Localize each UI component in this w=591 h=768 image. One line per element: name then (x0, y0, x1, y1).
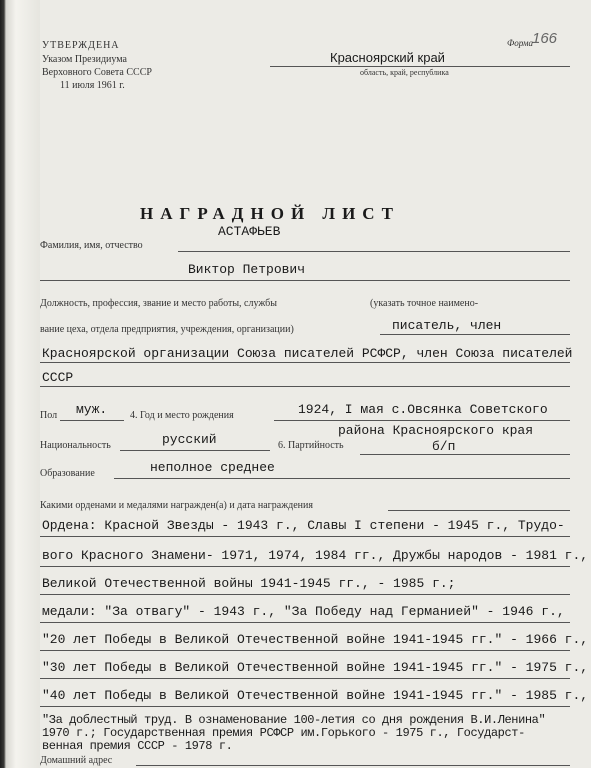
award-line: медали: "За отвагу" - 1943 г., "За Победу над Германией" - 1946 г., (42, 604, 565, 619)
award-rule (40, 622, 570, 623)
award-sheet (40, 0, 591, 768)
award-line: "30 лет Победы в Великой Отечественной войне 1941-1945 гг." - 1975 г., (42, 660, 589, 675)
position-value-3: СССР (42, 370, 74, 385)
award-rule (40, 594, 570, 595)
region-value: Красноярский край (330, 50, 445, 65)
birth-value-1: 1924, I мая с.Овсянка Советского (298, 402, 548, 417)
position-label: Должность, профессия, звание и место работы, службы (40, 298, 277, 309)
approval-line-1: УТВЕРЖДЕНА (42, 40, 120, 51)
award-line: Ордена: Красной Звезды - 1943 г., Славы I степени - 1945 г., Трудо- (42, 518, 565, 533)
award-line: "20 лет Победы в Великой Отечественной войне 1941-1945 гг." - 1966 г., (42, 632, 589, 647)
address-rule (136, 765, 570, 766)
award-rule (40, 706, 570, 707)
nationality-rule (120, 450, 270, 451)
party-label: 6. Партийность (278, 440, 344, 451)
party-rule (360, 454, 570, 455)
name-label: Фамилия, имя, отчество (40, 240, 143, 251)
award-line: "За доблестный труд. В ознаменование 100-летия со дня рождения В.И.Ленина" (42, 713, 546, 727)
sex-rule (60, 420, 124, 421)
education-label: Образование (40, 468, 95, 479)
name-rule (178, 251, 570, 252)
position-rule-1 (380, 334, 570, 335)
award-rule (40, 650, 570, 651)
awards-label-rule (388, 510, 570, 511)
position-value-2: Красноярской организации Союза писателей РСФСР, член Союза писателей (42, 346, 573, 361)
approval-line-4: 11 июля 1961 г. (60, 80, 125, 91)
party-value: б/п (432, 439, 456, 454)
page-number: 166 (532, 30, 558, 47)
award-line: венная премия СССР - 1978 г. (42, 739, 233, 753)
sex-label: Пол (40, 410, 58, 421)
education-rule (114, 478, 570, 479)
birth-label: 4. Год и место рождения (130, 410, 234, 421)
document-title: НАГРАДНОЙ ЛИСТ (140, 204, 400, 223)
nationality-value: русский (162, 432, 217, 447)
award-rule (40, 678, 570, 679)
position-hint: (указать точное наимено- (370, 298, 479, 309)
surname-value: АСТАФЬЕВ (218, 224, 281, 239)
first-patronymic-value: Виктор Петрович (188, 262, 306, 277)
nationality-label: Национальность (40, 440, 111, 451)
award-line: "40 лет Победы в Великой Отечественной войне 1941-1945 гг." - 1985 г., (42, 688, 589, 703)
position-hint-2: вание цеха, отдела предприятия, учреждения, организации) (40, 324, 294, 335)
approval-line-3: Верховного Совета СССР (42, 67, 152, 78)
binding-spine (0, 0, 40, 768)
education-value: неполное среднее (150, 460, 275, 475)
award-rule (40, 536, 570, 537)
form-label: Форма (507, 38, 534, 48)
approval-line-2: Указом Президиума (42, 54, 127, 65)
birth-rule-1 (274, 420, 570, 421)
position-rule-2 (40, 362, 570, 363)
sex-value: муж. (76, 402, 108, 417)
position-value-1: писатель, член (392, 318, 502, 333)
region-caption: область, край, республика (360, 68, 449, 77)
name-rule-2 (40, 280, 570, 281)
birth-value-2: района Красноярского края (338, 423, 534, 438)
position-rule-3 (40, 386, 570, 387)
awards-label: Какими орденами и медалями награжден(а) и дата награждения (40, 500, 313, 511)
award-line: Великой Отечественной войны 1941-1945 гг., - 1985 г.; (42, 576, 456, 591)
award-line: 1970 г.; Государственная премия РСФСР им.Горького - 1975 г., Государст- (42, 726, 525, 740)
region-rule (270, 66, 570, 67)
award-line: вого Красного Знамени- 1971, 1974, 1984 гг., Дружбы народов - 1981 г., (42, 548, 589, 563)
award-rule (40, 566, 570, 567)
address-label: Домашний адрес (40, 755, 113, 766)
